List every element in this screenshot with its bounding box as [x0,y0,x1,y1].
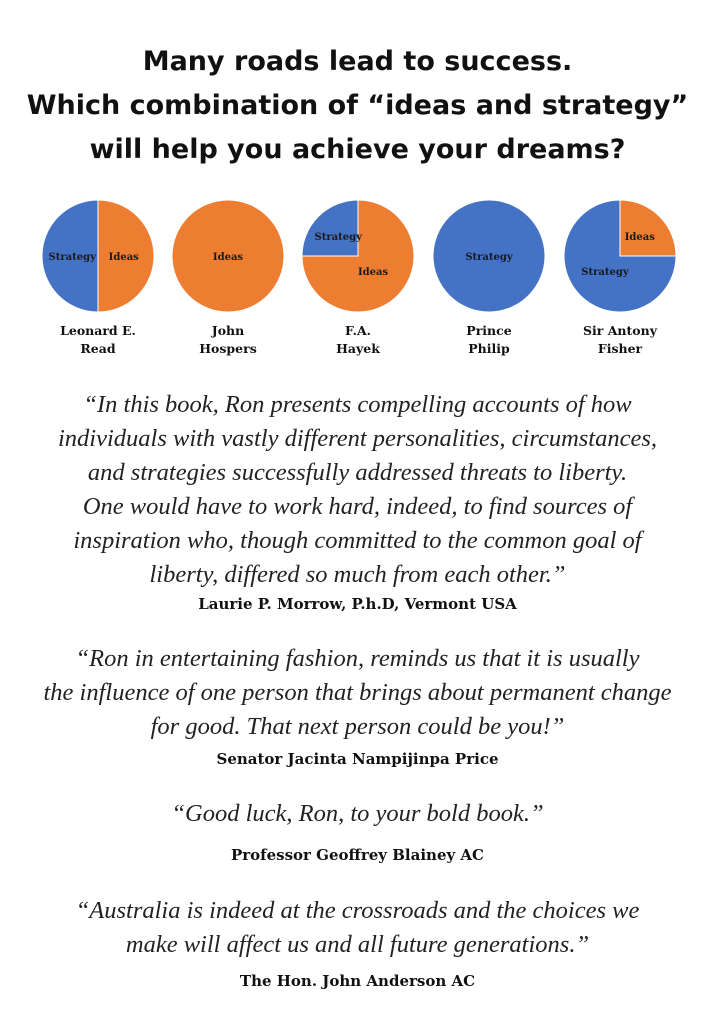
testimonial-quote [0,797,715,831]
pie-chart-row [0,198,715,368]
headline-line: will help you achieve your dreams? [89,134,626,165]
person-name-line: F.A. [344,323,372,338]
person-name-line: Philip [468,341,510,356]
person-name-line: Leonard E. [60,323,136,338]
person-name-line: Prince [466,323,512,338]
pie-chart [424,198,554,358]
quote-line: “Good luck, Ron, to your bold book.” [171,800,544,827]
testimonial-quote [0,894,715,962]
pie-svg [562,198,678,314]
quote-line: “Australia is indeed at the crossroads and the choices we [75,897,640,924]
pie-slice-label: Strategy [48,252,96,263]
quote-line: One would have to work hard, indeed, to find sources of [82,493,633,520]
pie-svg [170,198,286,314]
pie-person-name [424,322,554,358]
pie-slice-label: Strategy [465,252,513,263]
pie-slice-strategy [302,200,358,256]
testimonial-author: Professor Geoffrey Blainey AC [230,846,484,864]
pie-slice-ideas [620,200,676,256]
quote-line: make will affect us and all future generations.” [125,931,590,958]
pie-chart [293,198,423,358]
person-name-line: Hayek [336,341,380,356]
headline-line: Which combination of “ideas and strategy” [26,90,689,121]
pie-svg [300,198,416,314]
pie-person-name [33,322,163,358]
quote-line: “Ron in entertaining fashion, reminds us that it is usually [75,645,640,672]
testimonial-author: Senator Jacinta Nampijinpa Price [216,750,499,768]
pie-slice-label: Ideas [357,267,389,279]
pie-slice-label: Strategy [581,267,629,279]
pie-chart [33,198,163,358]
quote-line: for good. That next person could be you!” [150,713,565,740]
person-name-line: Hospers [199,341,257,356]
quote-line: “In this book, Ron presents compelling accounts of how [83,391,632,418]
person-name-line: Fisher [597,341,643,356]
testimonial-quote [0,388,715,592]
testimonial-quote [0,642,715,744]
pie-chart [555,198,685,358]
headline-line: Many roads lead to success. [142,46,573,77]
quote-line: the influence of one person that brings about permanent change [43,679,672,706]
pie-slice-label: Ideas [212,252,244,263]
testimonial-author: The Hon. John Anderson AC [239,972,476,990]
testimonial-author: Laurie P. Morrow, P.h.D, Vermont USA [198,595,517,613]
person-name-line: Read [80,341,116,356]
pie-person-name [293,322,423,358]
quote-line: inspiration who, though committed to the common goal of [73,527,642,554]
person-name-line: Sir Antony [583,323,657,338]
person-name-line: John [211,323,245,338]
pie-svg [40,198,156,314]
quote-line: and strategies successfully addressed threats to liberty. [87,459,628,486]
pie-slice-label: Ideas [624,232,655,244]
pie-slice-label: Strategy [314,232,362,244]
quote-line: liberty, differed so much from each other.” [149,561,566,588]
pie-svg [431,198,547,314]
pie-person-name [163,322,293,358]
headline [0,40,715,172]
pie-chart [163,198,293,358]
quote-line: individuals with vastly different personalities, circumstances, [57,425,658,452]
pie-slice-label: Ideas [108,252,139,263]
pie-person-name [555,322,685,358]
